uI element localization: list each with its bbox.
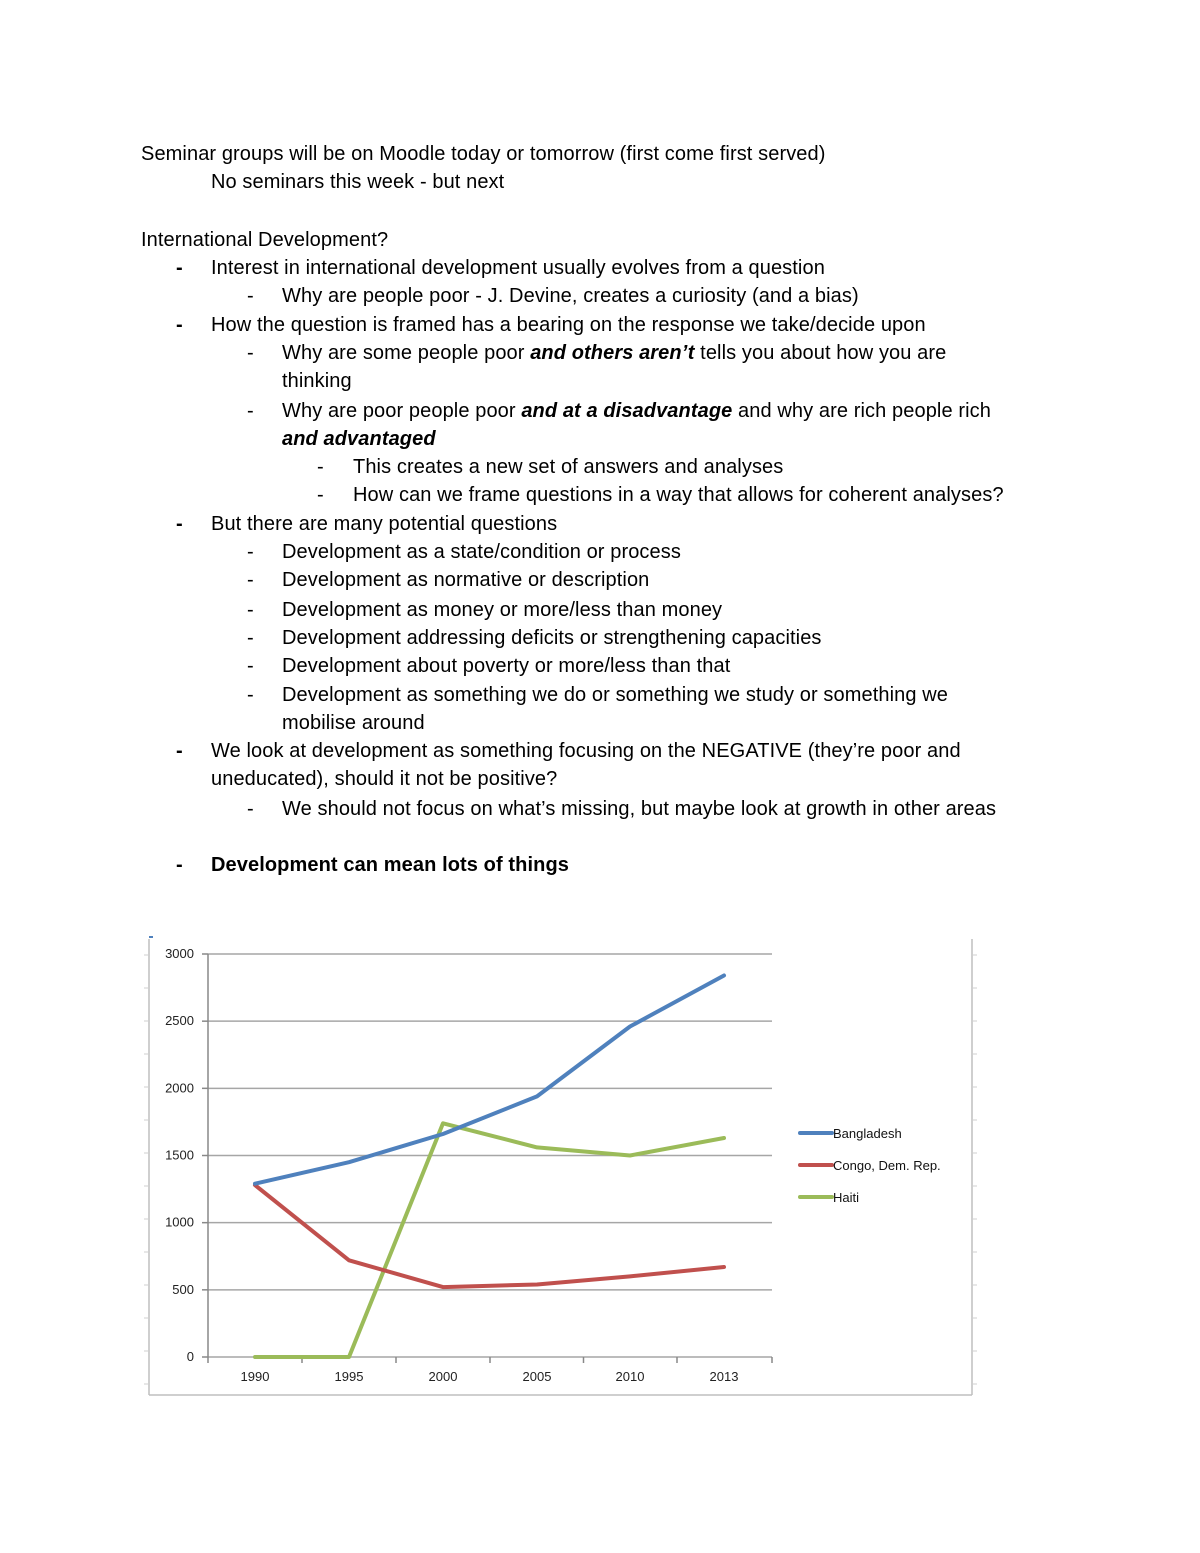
sub-bullet-dash: - — [247, 342, 254, 364]
bullet-dash: - — [176, 740, 183, 762]
seminar-note: Seminar groups will be on Moodle today or tomorrow (first come first served) — [141, 143, 826, 165]
sub-sub-bullet-dash: - — [317, 456, 324, 478]
sub-bullet-dash: - — [247, 599, 254, 621]
bullet-text-bold: Development can mean lots of things — [211, 854, 570, 876]
sub-sub-bullet-dash: - — [317, 484, 324, 506]
x-tick-label: 2005 — [522, 1369, 552, 1384]
sub-bullet-text: Development addressing deficits or strengthening capacities — [282, 627, 822, 649]
bullet-text: How the question is framed has a bearing on the response we take/decide upon — [211, 314, 926, 336]
sub-bullet-text: Why are people poor - J. Devine, creates a curiosity (and a bias) — [282, 285, 859, 307]
series-line-congo-dem-rep — [255, 1185, 724, 1287]
y-tick-label: 2500 — [165, 1013, 194, 1029]
sub-bullet-text: Development as a state/condition or process — [282, 541, 681, 563]
text-run: tells you about how you are — [694, 342, 947, 364]
legend-label: Haiti — [833, 1190, 860, 1205]
y-tick-label: 2000 — [165, 1080, 194, 1096]
bullet-dash: - — [176, 854, 183, 876]
gridlines — [208, 954, 772, 1357]
y-tick-label: 3000 — [165, 946, 194, 961]
x-tick-label: 2010 — [615, 1369, 645, 1384]
sub-bullet-dash: - — [247, 627, 254, 649]
emphasis-text: and others aren’t — [530, 342, 695, 364]
sub-bullet-text: Development as money or more/less than money — [282, 599, 723, 621]
x-tick-label: 1990 — [240, 1369, 270, 1384]
sub-bullet-continuation: thinking — [282, 370, 352, 392]
legend-label: Congo, Dem. Rep. — [833, 1158, 941, 1173]
sub-bullet-text: We should not focus on what’s missing, but maybe look at growth in other areas — [282, 798, 997, 820]
x-tick-label: 2013 — [709, 1369, 739, 1384]
seminar-subnote: No seminars this week - but next — [211, 171, 505, 193]
line-chart — [140, 935, 980, 1400]
sub-bullet-dash: - — [247, 655, 254, 677]
bullet-text: Interest in international development usually evolves from a question — [211, 257, 825, 279]
x-tick-label: 1995 — [334, 1369, 364, 1384]
sub-sub-bullet-text: This creates a new set of answers and analyses — [353, 456, 784, 478]
sub-bullet-text — [282, 397, 991, 425]
sub-bullet-text — [282, 339, 946, 367]
y-tick-label: 0 — [186, 1349, 194, 1364]
x-axis-ticks — [208, 1357, 772, 1384]
text-run: Why are poor people poor — [282, 400, 522, 422]
sub-bullet-dash: - — [247, 798, 254, 820]
sub-bullet-dash: - — [247, 541, 254, 563]
text-run: Why are some people poor — [282, 342, 531, 364]
bullet-dash: - — [176, 513, 183, 535]
bullet-continuation: uneducated), should it not be positive? — [211, 768, 558, 790]
bullet-text: We look at development as something focusing on the NEGATIVE (they’re poor and — [211, 740, 961, 762]
y-tick-label: 1500 — [165, 1147, 194, 1163]
sub-bullet-text: Development as something we do or something we study or something we — [282, 684, 949, 706]
bullet-dash: - — [176, 257, 183, 279]
y-tick-label: 1000 — [165, 1214, 194, 1230]
bullet-dash: - — [176, 314, 183, 336]
sub-bullet-dash: - — [247, 285, 254, 307]
sub-sub-bullet-text: How can we frame questions in a way that allows for coherent analyses? — [353, 484, 1004, 506]
x-tick-label: 2000 — [428, 1369, 458, 1384]
y-axis-ticks — [165, 946, 208, 1364]
emphasis-text: and at a disadvantage — [521, 400, 733, 422]
text-run: and why are rich people rich — [732, 400, 991, 422]
bullet-text: But there are many potential questions — [211, 513, 558, 535]
legend — [800, 1126, 941, 1205]
sub-bullet-dash: - — [247, 569, 254, 591]
sub-bullet-continuation: and advantaged — [282, 428, 436, 450]
sub-bullet-dash: - — [247, 684, 254, 706]
section-heading: International Development? — [141, 229, 389, 251]
series-lines — [255, 976, 724, 1358]
sub-bullet-text: Development about poverty or more/less than that — [282, 655, 731, 677]
sub-bullet-continuation: mobilise around — [282, 712, 425, 734]
y-tick-label: 500 — [172, 1281, 194, 1297]
legend-label: Bangladesh — [833, 1126, 902, 1141]
sub-bullet-text: Development as normative or description — [282, 569, 650, 591]
sub-bullet-dash: - — [247, 400, 254, 422]
